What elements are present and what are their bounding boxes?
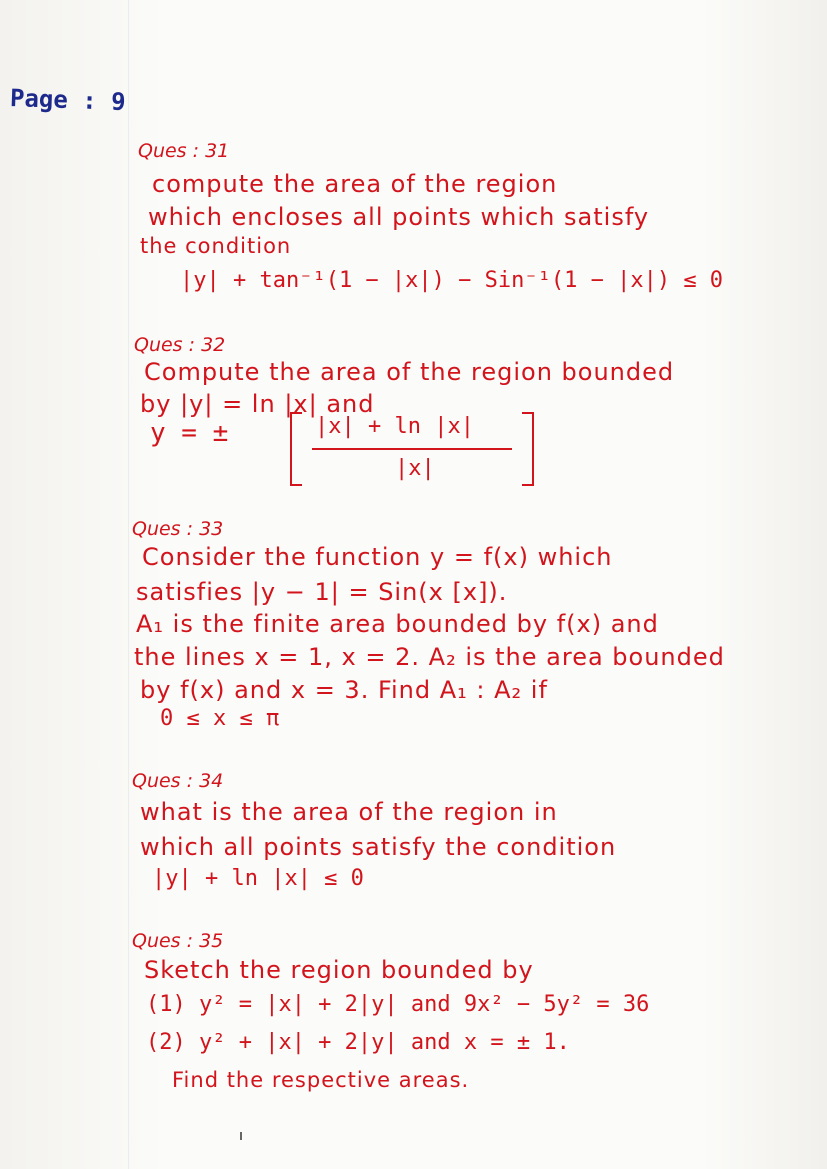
q34-heading: Ques : 34	[132, 770, 224, 792]
q33-line-4: the lines x = 1, x = 2. A₂ is the area bounded	[134, 643, 725, 671]
q33-line-2: satisfies |y − 1| = Sin(x [x]).	[136, 578, 508, 606]
pen-mark	[240, 1132, 242, 1140]
q32-line-2: by |y| = ln |x| and	[140, 390, 375, 418]
q35-line-1: Sketch the region bounded by	[144, 956, 534, 984]
page-number: Page : 9	[9, 83, 127, 117]
q33-line-1: Consider the function y = f(x) which	[142, 543, 613, 571]
q33-heading: Ques : 33	[132, 518, 224, 540]
q32-heading: Ques : 32	[134, 334, 226, 356]
q33-line-6: 0 ≤ x ≤ π	[160, 706, 280, 731]
q32-formula-lead: y = ±	[150, 418, 229, 448]
q32-numerator: |x| + ln |x|	[315, 414, 474, 439]
q35-heading: Ques : 35	[132, 930, 224, 952]
q31-condition: |y| + tan⁻¹(1 − |x|) − Sin⁻¹(1 − |x|) ≤ 0	[180, 268, 724, 293]
q34-line-2: which all points satisfy the condition	[140, 833, 617, 861]
q33-line-3: A₁ is the finite area bounded by f(x) and	[136, 610, 659, 638]
q31-line-3: the condition	[140, 234, 292, 258]
fraction-bar	[312, 448, 512, 450]
q32-denominator: |x|	[395, 456, 435, 481]
left-bracket	[290, 412, 302, 486]
q33-line-5: by f(x) and x = 3. Find A₁ : A₂ if	[140, 676, 548, 704]
q34-line-1: what is the area of the region in	[140, 798, 558, 826]
q32-line-1: Compute the area of the region bounded	[144, 358, 675, 386]
q31-line-2: which encloses all points which satisfy	[148, 203, 650, 231]
q32-fraction-formula	[150, 412, 550, 492]
q31-heading: Ques : 31	[138, 140, 230, 162]
q34-condition: |y| + ln |x| ≤ 0	[152, 866, 364, 891]
q31-line-1: compute the area of the region	[152, 170, 558, 198]
q35-line-3: (2) y² + |x| + 2|y| and x = ± 1.	[146, 1030, 570, 1055]
margin-line	[128, 0, 129, 1169]
right-bracket	[522, 412, 534, 486]
q35-line-4: Find the respective areas.	[172, 1068, 470, 1092]
q35-line-2: (1) y² = |x| + 2|y| and 9x² − 5y² = 36	[146, 992, 650, 1017]
